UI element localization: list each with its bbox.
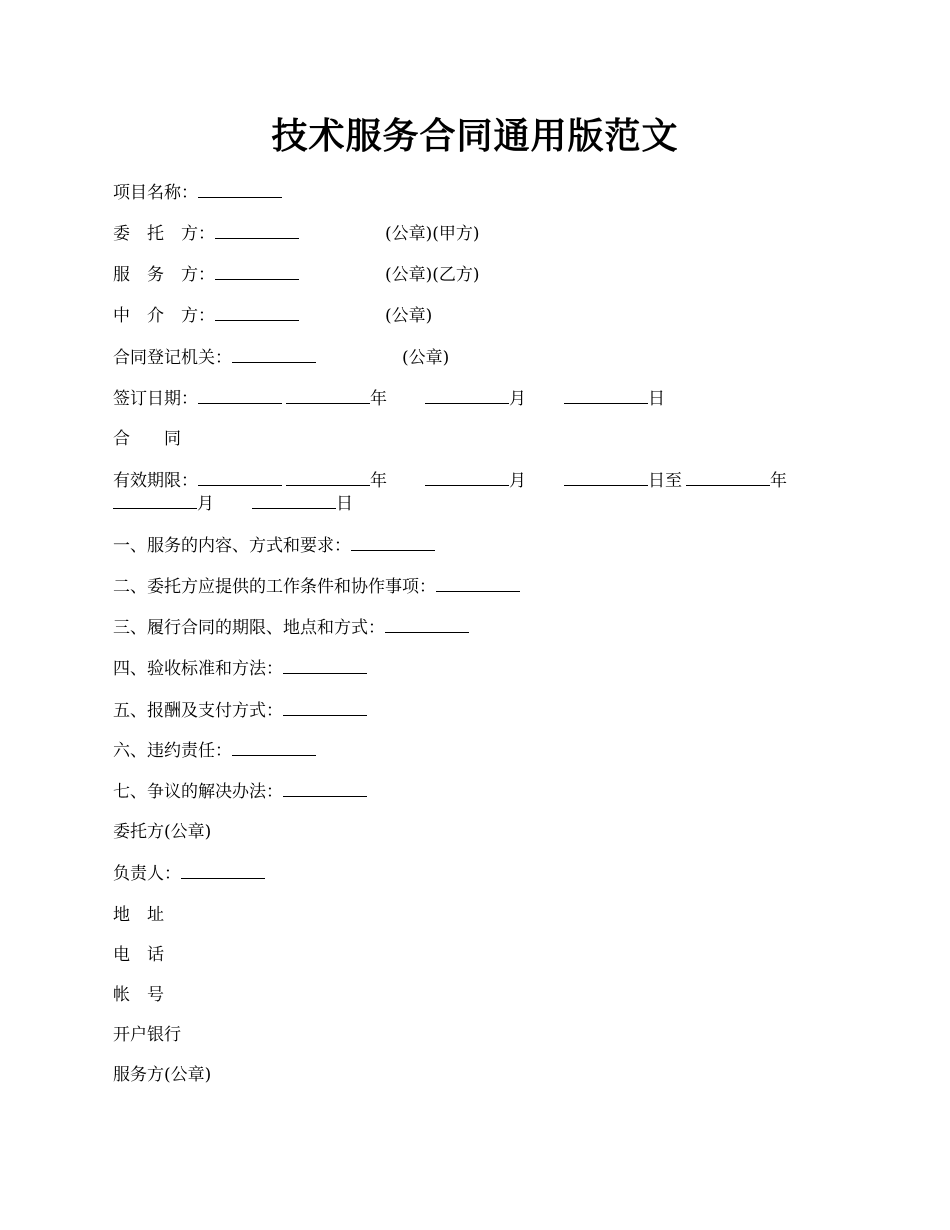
section-blank: [351, 534, 435, 551]
document-title: 技术服务合同通用版范文: [271, 115, 679, 157]
section-blank: [385, 616, 469, 633]
section-label: 七、争议的解决办法：: [113, 782, 283, 802]
intermediary-line: [113, 304, 432, 327]
service-seal-line: [113, 1064, 211, 1086]
intermediary-blank: [215, 304, 299, 321]
client-label: 委 托 方：: [113, 224, 215, 244]
section-label: 一、服务的内容、方式和要求：: [113, 536, 351, 556]
sign-date-month-blank: [425, 387, 509, 404]
contract-label: 合 同: [113, 429, 181, 449]
client-line: [113, 222, 480, 245]
contract-line: [113, 428, 181, 450]
section-label: 四、验收标准和方法：: [113, 659, 283, 679]
validity-month: 月: [509, 471, 526, 491]
intermediary-label: 中 介 方：: [113, 306, 215, 326]
validity-year-blank: [286, 469, 370, 486]
section-line: [113, 616, 469, 639]
section-label: 六、违约责任：: [113, 741, 232, 761]
registrar-label: 合同登记机关：: [113, 348, 232, 368]
section-blank: [436, 575, 520, 592]
section-line: [113, 575, 520, 598]
phone-line: [113, 944, 164, 966]
phone-label: 电 话: [113, 945, 164, 965]
account-label: 帐 号: [113, 985, 164, 1005]
registrar-blank: [232, 346, 316, 363]
sign-date-day: 日: [648, 389, 665, 409]
address-label: 地 址: [113, 905, 164, 925]
responsible-label: 负责人：: [113, 864, 181, 884]
section-blank: [283, 657, 367, 674]
validity-year: 年: [370, 471, 387, 491]
validity-day-to: 日至: [648, 471, 682, 491]
sign-date-year-blank: [286, 387, 370, 404]
signature-client-seal: 委托方(公章): [113, 822, 212, 842]
responsible-line: [113, 862, 265, 885]
validity-line: [113, 469, 787, 492]
validity-blank-1: [198, 469, 282, 486]
account-line: [113, 984, 164, 1006]
sign-date-day-blank: [564, 387, 648, 404]
validity-end-year: 年: [770, 471, 787, 491]
section-label: 五、报酬及支付方式：: [113, 701, 283, 721]
section-line: [113, 699, 367, 722]
address-line: [113, 904, 164, 926]
validity-end-day-blank: [252, 492, 336, 509]
service-seal: (公章)(乙方): [385, 265, 480, 285]
section-blank: [283, 780, 367, 797]
client-seal: (公章)(甲方): [385, 224, 480, 244]
validity-line-2: [113, 492, 353, 515]
section-label: 三、履行合同的期限、地点和方式：: [113, 618, 385, 638]
project-name-line: [113, 181, 282, 204]
signature-service-seal: 服务方(公章): [113, 1065, 212, 1085]
service-line: [113, 263, 480, 286]
registrar-seal: (公章): [402, 348, 450, 368]
intermediary-seal: (公章): [385, 306, 433, 326]
registrar-line: [113, 346, 449, 369]
validity-end-month: 月: [197, 494, 214, 514]
project-name-label: 项目名称：: [113, 183, 198, 203]
section-blank: [232, 739, 316, 756]
sign-date-line: [113, 387, 665, 410]
bank-label: 开户银行: [113, 1025, 181, 1045]
sign-date-label: 签订日期：: [113, 389, 198, 409]
project-name-blank: [198, 181, 282, 198]
client-seal-line: [113, 821, 211, 843]
validity-end-year-blank: [686, 469, 770, 486]
validity-end-day: 日: [336, 494, 353, 514]
validity-label: 有效期限：: [113, 471, 198, 491]
section-line: [113, 780, 367, 803]
section-blank: [283, 699, 367, 716]
validity-day-blank: [564, 469, 648, 486]
service-blank: [215, 263, 299, 280]
responsible-blank: [181, 862, 265, 879]
sign-date-month: 月: [509, 389, 526, 409]
bank-line: [113, 1024, 181, 1046]
client-blank: [215, 222, 299, 239]
sign-date-blank-1: [198, 387, 282, 404]
section-label: 二、委托方应提供的工作条件和协作事项：: [113, 577, 436, 597]
sign-date-year: 年: [370, 389, 387, 409]
service-label: 服 务 方：: [113, 265, 215, 285]
section-line: [113, 534, 435, 557]
validity-month-blank: [425, 469, 509, 486]
validity-end-month-blank: [113, 492, 197, 509]
section-line: [113, 657, 367, 680]
section-line: [113, 739, 316, 762]
